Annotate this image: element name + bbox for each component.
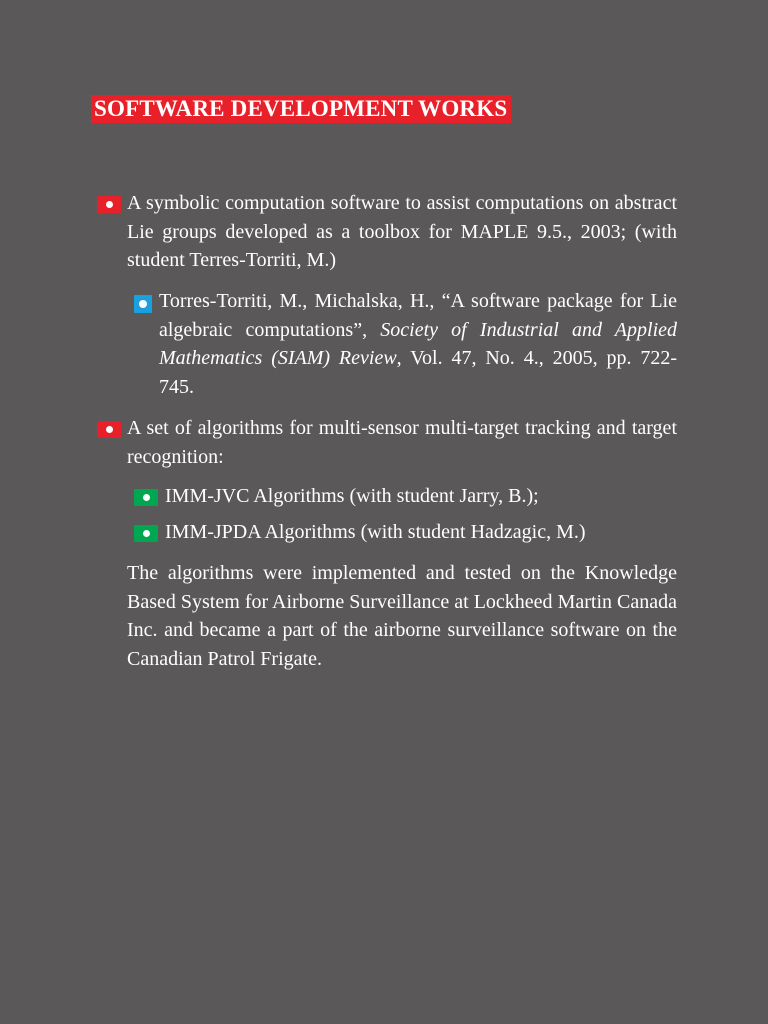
algorithms-description: The algorithms were implemented and tested on the Knowledge Based System for Airborne Surveillance at Lockheed Martin Canada Inc. and became a part of the airborne surveillance software on the Canadian Patrol Frigate. [127,562,677,670]
publication-citation [159,287,677,401]
page-title: SOFTWARE DEVELOPMENT WORKS [91,95,511,123]
publication-details: , Vol. 47, No. 4., 2005, pp. 722-745. [159,347,677,398]
bullet-red-icon [97,196,121,213]
bullet-red-icon [97,421,121,438]
subitem-imm-jpda: IMM-JPDA Algorithms (with student Hadzagic, M.) [165,521,586,543]
bullet-green-icon [134,489,158,506]
publication-authors-title: Torres-Torriti, M., Michalska, H., “A software package for Lie algebraic computations”, [159,290,677,341]
list-item-software-toolbox: A symbolic computation software to assist computations on abstract Lie groups developed as a toolbox for MAPLE 9.5., 2003; (with student Terres-Torriti, M.) [127,192,677,271]
publication-journal: Society of Industrial and Applied Mathematics (SIAM) Review [159,318,677,369]
bullet-blue-icon [134,295,152,313]
list-item-tracking-algorithms: A set of algorithms for multi-sensor multi-target tracking and target recognition: [127,417,677,468]
bullet-green-icon [134,525,158,542]
subitem-imm-jvc: IMM-JVC Algorithms (with student Jarry, B.); [165,485,539,507]
